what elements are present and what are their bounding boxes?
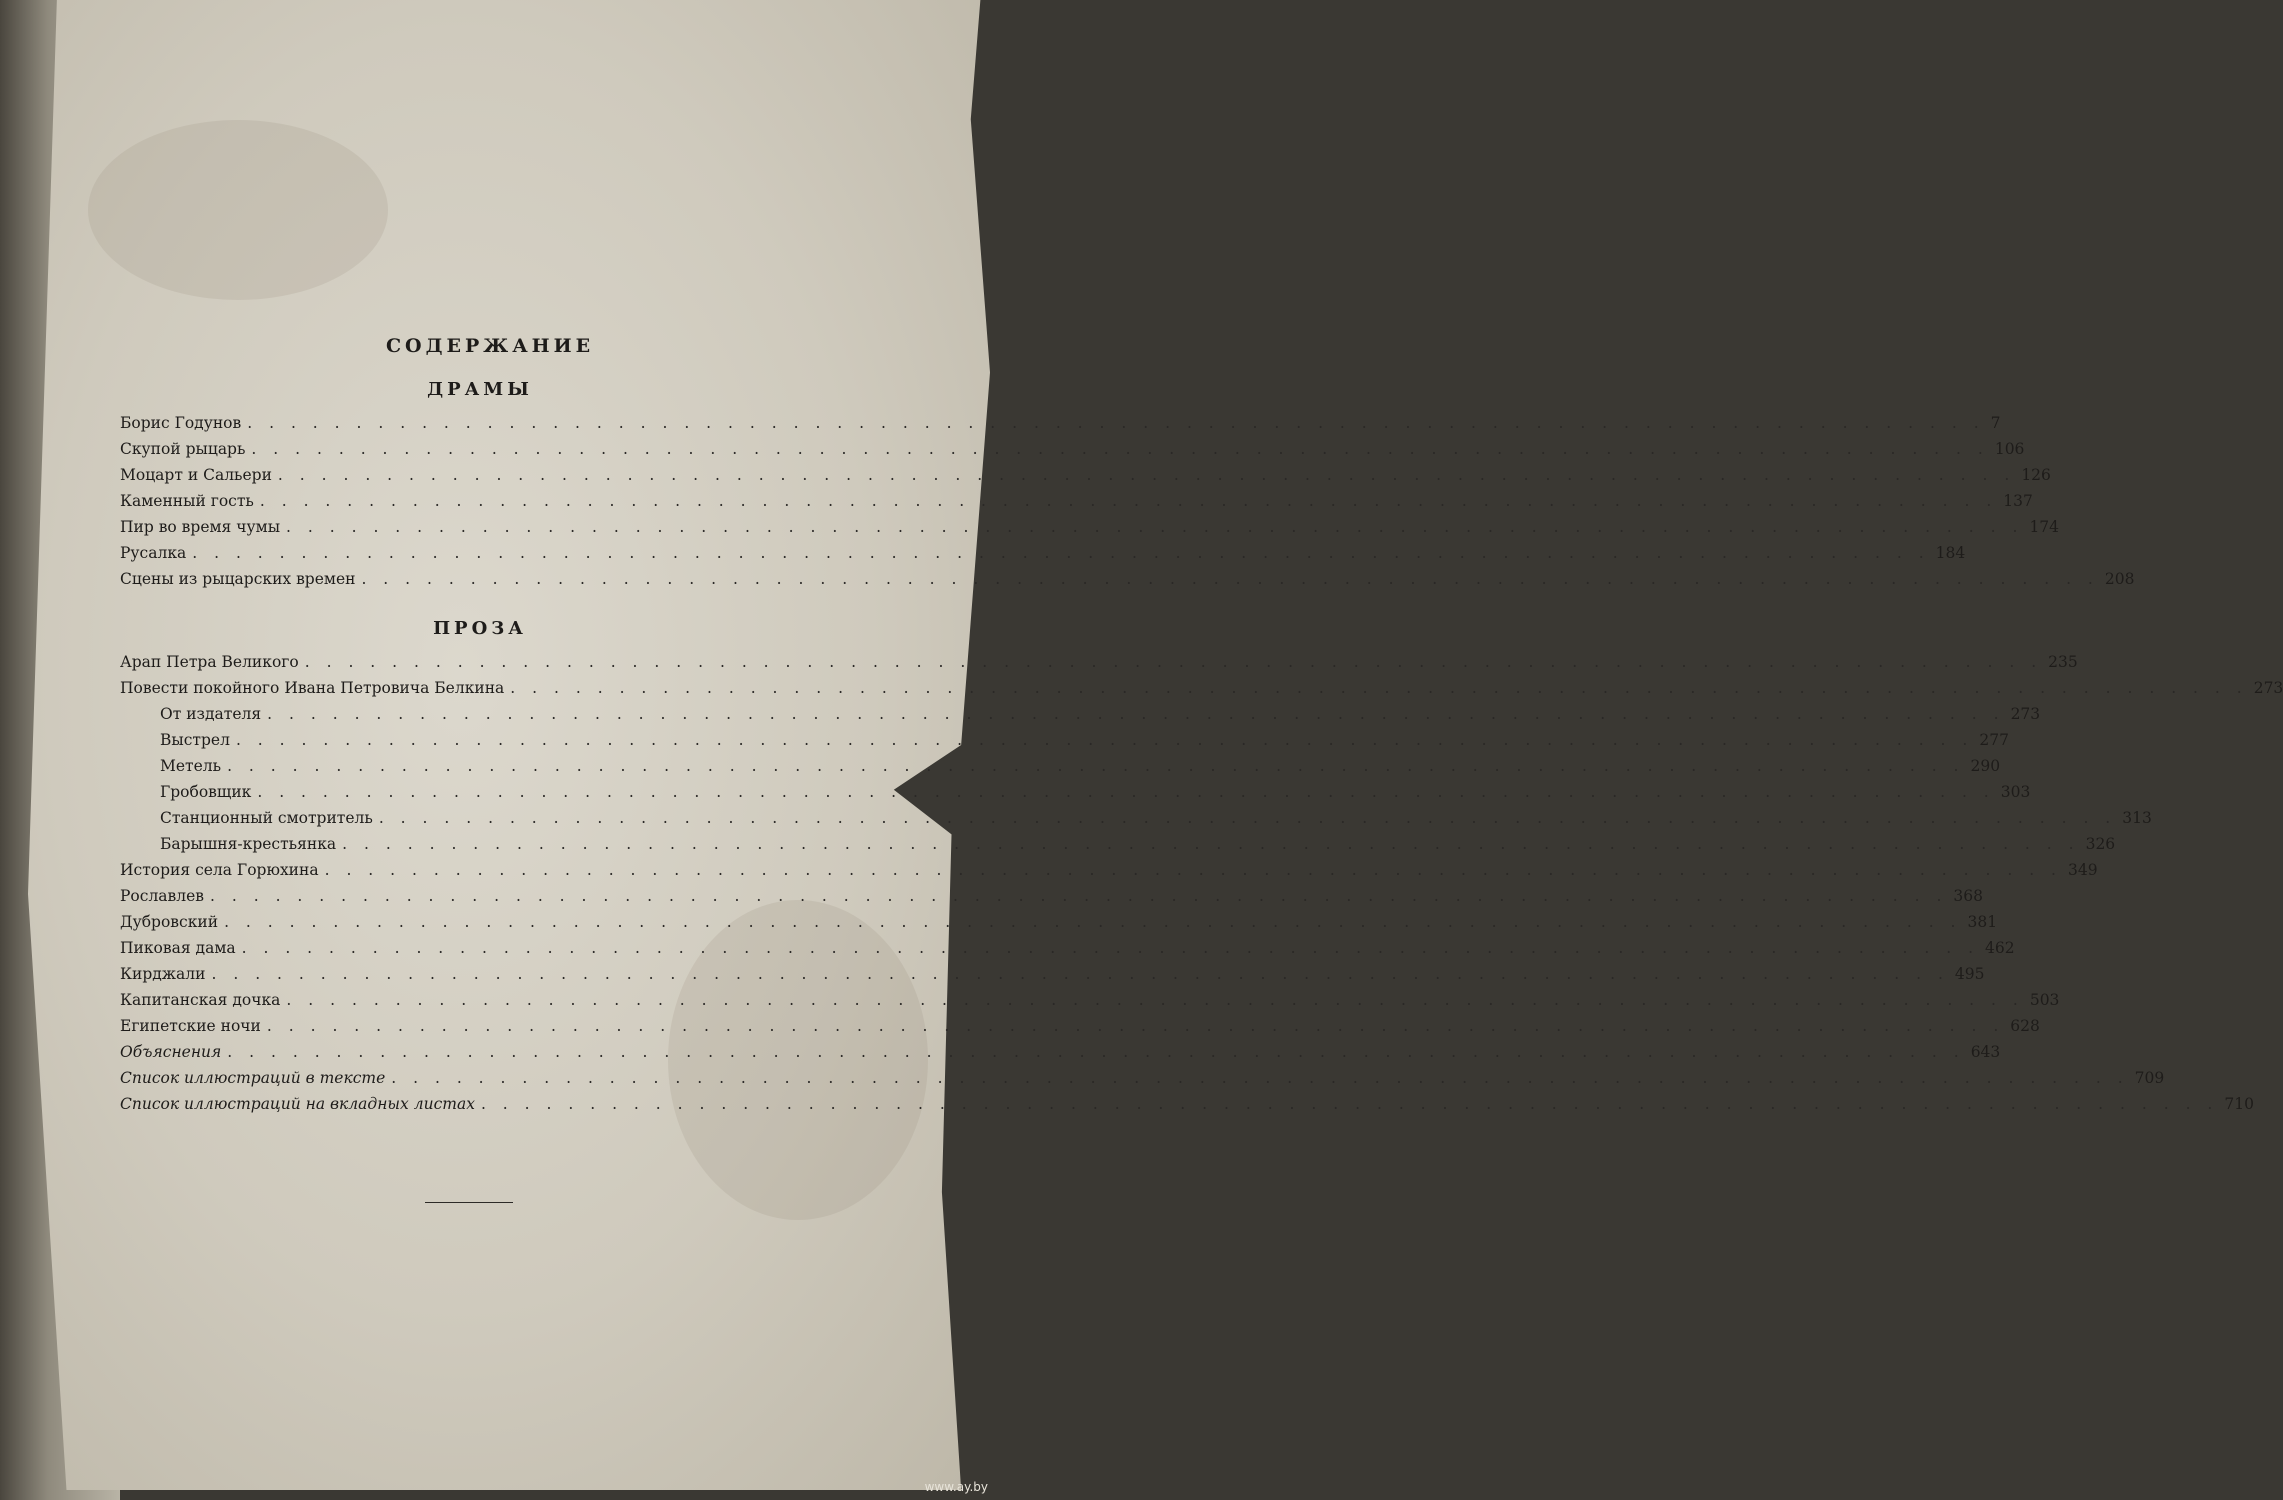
toc-entry-page: 709 [2134,1069,2165,1087]
toc-entry [120,1065,2165,1091]
toc-entry-label: Гробовщик [160,783,252,801]
dot-leader: . . . . . . . . . . . . . . . . . . . . . . . . . . . . . . . . . . . . . . . . . . . . . . . . . . . . . . . . . . . . . . . . . . . . . . . . . . . . . . . . [361,570,2099,588]
toc-entry [120,410,2001,436]
toc-entry-label: История села Горюхина [120,861,319,879]
toc-entry-page: 290 [1970,757,2001,775]
dot-leader: . . . . . . . . . . . . . . . . . . . . . . . . . . . . . . . . . . . . . . . . . . . . . . . . . . . . . . . . . . . . . . . . . . . . . . . . . . . . . . . . [257,783,1995,801]
toc-entry-page: 273 [2253,679,2283,697]
toc-entry-label: Станционный смотритель [160,809,373,827]
toc-entry-label: Кирджали [120,965,206,983]
toc-entry [120,436,2025,462]
toc-entry [120,857,2098,883]
toc-entry-page: 462 [1985,939,2015,957]
toc-entry-page: 495 [1954,965,1985,983]
toc-entry-label: Пиковая дама [120,939,236,957]
toc-entry [120,1013,2040,1039]
toc-entry-label: Моцарт и Сальери [120,466,272,484]
dot-leader: . . . . . . . . . . . . . . . . . . . . . . . . . . . . . . . . . . . . . . . . . . . . . . . . . . . . . . . . . . . . . . . . . . . . . . . . . . . . . . . . [324,861,2062,879]
paper-stain [88,120,388,300]
toc-entry-page: 313 [2122,809,2152,827]
toc-entry-label: Египетские ночи [120,1017,261,1035]
table-of-contents [120,335,2283,1117]
toc-entry [120,649,2078,675]
dot-leader: . . . . . . . . . . . . . . . . . . . . . . . . . . . . . . . . . . . . . . . . . . . . . . . . . . . . . . . . . . . . . . . . . . . . . . . . . . . . . . . . [259,492,1998,510]
dot-leader: . . . . . . . . . . . . . . . . . . . . . . . . . . . . . . . . . . . . . . . . . . . . . . . . . . . . . . . . . . . . . . . . . . . . . . . . . . . . . . . . [235,731,1974,749]
toc-entry [120,514,2060,540]
toc-entry-label: Метель [160,757,222,775]
toc-entry-label: Рославлев [120,887,205,905]
toc-entry-label: Пир во время чумы [120,518,281,536]
toc-entry-page: 208 [2104,570,2135,588]
dot-leader: . . . . . . . . . . . . . . . . . . . . . . . . . . . . . . . . . . . . . . . . . . . . . . . . . . . . . . . . . . . . . . . . . . . . . . . . . . . . . . . . [192,544,1930,562]
toc-entry-label: Каменный гость [120,492,254,510]
closing-rule [425,1202,513,1203]
toc-title: СОДЕРЖАНИЕ [385,335,595,357]
toc-entry [120,805,2152,831]
toc-entry [120,831,2116,857]
toc-entry [120,1091,2254,1117]
dot-leader: . . . . . . . . . . . . . . . . . . . . . . . . . . . . . . . . . . . . . . . . . . . . . . . . . . . . . . . . . . . . . . . . . . . . . . . . . . . . . . . . [251,440,1989,458]
toc-entry-page: 303 [2000,783,2031,801]
toc-entry-page: 137 [2003,492,2033,510]
toc-entry-label: Список иллюстраций на вкладных листах [120,1095,475,1113]
toc-entry-page: 628 [2010,1017,2040,1035]
toc-entry-page: 326 [2085,835,2116,853]
toc-entry-page: 174 [2029,518,2060,536]
toc-entry-page: 503 [2029,991,2060,1009]
section-heading-prose: ПРОЗА [433,618,527,639]
dramas-list [120,410,2135,592]
dot-leader: . . . . . . . . . . . . . . . . . . . . . . . . . . . . . . . . . . . . . . . . . . . . . . . . . . . . . . . . . . . . . . . . . . . . . . . . . . . . . . . . [286,991,2024,1009]
toc-entry [120,540,1966,566]
dot-leader: . . . . . . . . . . . . . . . . . . . . . . . . . . . . . . . . . . . . . . . . . . . . . . . . . . . . . . . . . . . . . . . . . . . . . . . . . . . . . . . . [391,1069,2129,1087]
toc-entry-label: Сцены из рыцарских времен [120,570,356,588]
toc-entry [120,727,2009,753]
dot-leader: . . . . . . . . . . . . . . . . . . . . . . . . . . . . . . . . . . . . . . . . . . . . . . . . . . . . . . . . . . . . . . . . . . . . . . . . . . . . . . . . [342,835,2080,853]
toc-entry-page: 235 [2048,653,2078,671]
toc-entry [120,987,2060,1013]
toc-entry-label: Борис Годунов [120,414,242,432]
toc-entry [120,779,2031,805]
dot-leader: . . . . . . . . . . . . . . . . . . . . . . . . . . . . . . . . . . . . . . . . . . . . . . . . . . . . . . . . . . . . . . . . . . . . . . . . . . . . . . . . [227,757,1965,775]
dot-leader: . . . . . . . . . . . . . . . . . . . . . . . . . . . . . . . . . . . . . . . . . . . . . . . . . . . . . . . . . . . . . . . . . . . . . . . . . . . . . . . . [241,939,1980,957]
toc-entry-label: Барышня-крестьянка [160,835,337,853]
dot-leader: . . . . . . . . . . . . . . . . . . . . . . . . . . . . . . . . . . . . . . . . . . . . . . . . . . . . . . . . . . . . . . . . . . . . . . . . . . . . . . . . [378,809,2117,827]
toc-entry-page: 106 [1994,440,2025,458]
toc-entry [120,701,2041,727]
toc-entry-page: 349 [2068,861,2098,879]
toc-entry-page: 7 [1990,414,2001,432]
toc-entry-label: Дубровский [120,913,219,931]
toc-entry-page: 273 [2010,705,2041,723]
toc-entry-page: 710 [2224,1095,2254,1113]
dot-leader: . . . . . . . . . . . . . . . . . . . . . . . . . . . . . . . . . . . . . . . . . . . . . . . . . . . . . . . . . . . . . . . . . . . . . . . . . . . . . . . . [227,1043,1965,1061]
toc-entry-page: 643 [1970,1043,2001,1061]
dot-leader: . . . . . . . . . . . . . . . . . . . . . . . . . . . . . . . . . . . . . . . . . . . . . . . . . . . . . . . . . . . . . . . . . . . . . . . . . . . . . . . . [266,1017,2005,1035]
toc-entry-page: 381 [1967,913,1998,931]
dot-leader: . . . . . . . . . . . . . . . . . . . . . . . . . . . . . . . . . . . . . . . . . . . . . . . . . . . . . . . . . . . . . . . . . . . . . . . . . . . . . . . . [247,414,1985,432]
toc-entry-page: 368 [1953,887,1984,905]
toc-entry-label: Выстрел [160,731,230,749]
toc-entry-label: Капитанская дочка [120,991,281,1009]
toc-entry-label: Повести покойного Ивана Петровича Белкина [120,679,505,697]
prose-list [120,649,2283,1117]
toc-entry-page: 126 [2021,466,2051,484]
toc-entry [120,1039,2001,1065]
dot-leader: . . . . . . . . . . . . . . . . . . . . . . . . . . . . . . . . . . . . . . . . . . . . . . . . . . . . . . . . . . . . . . . . . . . . . . . . . . . . . . . . [510,679,2248,697]
toc-entry-page: 184 [1935,544,1966,562]
toc-entry-label: Список иллюстраций в тексте [120,1069,386,1087]
dot-leader: . . . . . . . . . . . . . . . . . . . . . . . . . . . . . . . . . . . . . . . . . . . . . . . . . . . . . . . . . . . . . . . . . . . . . . . . . . . . . . . . [224,913,1962,931]
dot-leader: . . . . . . . . . . . . . . . . . . . . . . . . . . . . . . . . . . . . . . . . . . . . . . . . . . . . . . . . . . . . . . . . . . . . . . . . . . . . . . . . [286,518,2024,536]
toc-entry-label: От издателя [160,705,262,723]
toc-entry [120,883,1984,909]
toc-entry [120,935,2015,961]
toc-entry [120,909,1998,935]
toc-entry [120,961,1985,987]
dot-leader: . . . . . . . . . . . . . . . . . . . . . . . . . . . . . . . . . . . . . . . . . . . . . . . . . . . . . . . . . . . . . . . . . . . . . . . . . . . . . . . . [277,466,2016,484]
dot-leader: . . . . . . . . . . . . . . . . . . . . . . . . . . . . . . . . . . . . . . . . . . . . . . . . . . . . . . . . . . . . . . . . . . . . . . . . . . . . . . . . [210,887,1948,905]
watermark: www.ay.by [924,1480,988,1494]
section-heading-dramas: ДРАМЫ [427,379,533,400]
toc-entry-page: 277 [1979,731,2009,749]
toc-entry [120,566,2135,592]
toc-entry-label: Скупой рыцарь [120,440,246,458]
toc-entry-label: Объяснения [120,1043,222,1061]
toc-entry [120,488,2033,514]
dot-leader: . . . . . . . . . . . . . . . . . . . . . . . . . . . . . . . . . . . . . . . . . . . . . . . . . . . . . . . . . . . . . . . . . . . . . . . . . . . . . . . . [480,1095,2219,1113]
toc-entry-label: Арап Петра Великого [120,653,299,671]
toc-entry [120,675,2283,701]
dot-leader: . . . . . . . . . . . . . . . . . . . . . . . . . . . . . . . . . . . . . . . . . . . . . . . . . . . . . . . . . . . . . . . . . . . . . . . . . . . . . . . . [211,965,1949,983]
toc-entry [120,753,2001,779]
dot-leader: . . . . . . . . . . . . . . . . . . . . . . . . . . . . . . . . . . . . . . . . . . . . . . . . . . . . . . . . . . . . . . . . . . . . . . . . . . . . . . . . [304,653,2043,671]
toc-entry [120,462,2051,488]
toc-entry-label: Русалка [120,544,187,562]
dot-leader: . . . . . . . . . . . . . . . . . . . . . . . . . . . . . . . . . . . . . . . . . . . . . . . . . . . . . . . . . . . . . . . . . . . . . . . . . . . . . . . . [267,705,2005,723]
